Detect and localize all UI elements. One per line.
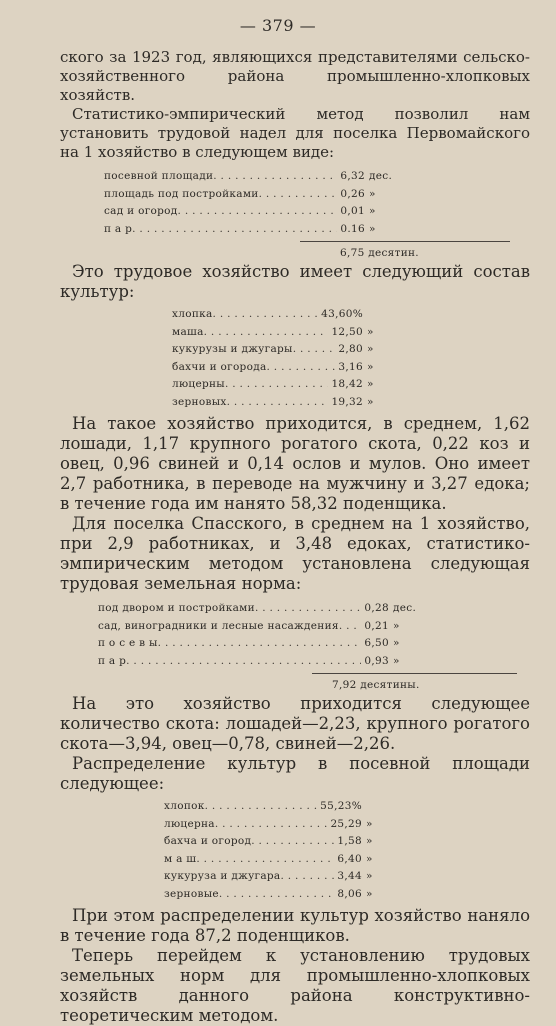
row-unit: » — [393, 637, 400, 649]
table-row — [98, 618, 423, 636]
row-unit: » — [366, 887, 373, 900]
row-value: 3,16 — [338, 360, 363, 373]
row-value: 0,01 — [340, 205, 365, 217]
page-body — [60, 48, 530, 1026]
row-label: зерновые — [164, 887, 219, 900]
row-label: п о с е в ы — [98, 637, 158, 649]
row-label: зерновых — [172, 395, 227, 408]
row-label: хлопка — [172, 308, 213, 320]
table-row — [172, 359, 397, 377]
row-value: 0,93 — [364, 654, 389, 667]
table-total: 6,75 десятин. — [340, 247, 419, 259]
paragraph-8: При этом распределении культур хозяйство наняло в течение года 87,2 поденщиков. — [60, 906, 530, 945]
row-value: 8,06 — [337, 887, 362, 900]
row-label: площадь под постройками — [104, 187, 259, 200]
row-unit: » — [366, 835, 373, 847]
paragraph-4: На такое хозяйство приходится, в среднем, 1,62 лошади, 1,17 крупного рогатого скота, 0,22 коз и овец, 0,96 свиней и 0,14 ослов и мулов. Оно имеет 2,7 работника, в переводе на мужчину и 3,27 едока; в течение года им нанято 58,32 поденщика. — [60, 414, 530, 513]
table-row — [172, 394, 397, 412]
row-unit: » — [367, 395, 374, 408]
crop-distribution-table-spassky — [164, 798, 396, 903]
row-unit: » — [367, 360, 374, 373]
land-allotment-table-pervomaisky — [104, 168, 409, 238]
row-unit: » — [367, 378, 374, 390]
row-value: 2,80 — [338, 343, 363, 355]
row-unit: » — [366, 817, 373, 830]
table-row — [172, 324, 397, 342]
row-unit: » — [393, 654, 400, 667]
row-unit: » — [367, 343, 374, 355]
row-label: кукурузы и джугары — [172, 343, 293, 355]
table-row — [104, 221, 409, 239]
row-unit: дес. — [393, 602, 417, 614]
row-label: хлопок — [164, 800, 205, 812]
row-unit: » — [393, 619, 400, 632]
row-value: 25,29 — [330, 817, 362, 830]
row-label: кукуруза и джугара — [164, 870, 281, 882]
row-unit: » — [366, 870, 373, 882]
row-label: посевной площади — [104, 170, 214, 182]
paragraph-1: ского за 1923 год, являющихся представителями сельско-хозяйственного района промышленно-хлопковых хозяйств. — [60, 48, 530, 104]
row-value: 19,32 — [331, 395, 363, 408]
row-value: 0,28 — [364, 602, 389, 614]
row-value: 1,58 — [337, 835, 362, 847]
table-row — [98, 635, 423, 653]
row-label: люцерна — [164, 817, 215, 830]
row-unit: » — [366, 852, 373, 865]
row-value: 12,50 — [331, 325, 363, 338]
row-label: сад и огород — [104, 205, 178, 217]
table-row — [164, 833, 396, 851]
paragraph-7: Распределение культур в посевной площади следующее: — [60, 754, 530, 793]
table-row — [164, 886, 396, 904]
table-row — [104, 168, 409, 186]
row-value: 6,32 — [340, 170, 365, 182]
table-row — [172, 376, 397, 394]
row-value: 18,42 — [331, 378, 363, 390]
table-row — [172, 306, 397, 324]
row-label: маша — [172, 325, 204, 338]
row-label: п а р — [98, 654, 127, 667]
row-label: бахча и огород — [164, 835, 252, 847]
row-unit: » — [369, 222, 376, 235]
table-row — [164, 868, 396, 886]
paragraph-6: На это хозяйство приходится следующее количество скота: лошадей—2,23, крупного рогатого скота—3,94, овец—0,78, свиней—2,26. — [60, 694, 530, 753]
table-row — [104, 186, 409, 204]
row-unit: дес. — [369, 170, 393, 182]
row-label: люцерны — [172, 378, 225, 390]
land-norm-table-spassky — [98, 600, 423, 670]
row-label: бахчи и огорода — [172, 360, 267, 373]
row-value: 3,44 — [337, 870, 362, 882]
crop-composition-table-pervomaisky — [172, 306, 397, 411]
table-row — [98, 600, 423, 618]
table-row — [164, 851, 396, 869]
row-label: сад, виноградники и лесные насаждения — [98, 619, 339, 632]
row-label: м а ш — [164, 852, 197, 865]
row-label: п а р — [104, 222, 133, 235]
table-row — [164, 798, 396, 816]
row-label: под двором и постройками — [98, 602, 255, 614]
paragraph-5: Для поселка Спасского, в среднем на 1 хозяйство, при 2,9 работниках, и 3,48 едоках, статистико-эмпирическим методом установлена следующая трудовая земельная норма: — [60, 514, 530, 593]
table-row — [98, 653, 423, 671]
paragraph-2: Статистико-эмпирический метод позволил нам установить трудовой надел для поселка Первомайского на 1 хозяйство в следующем виде: — [60, 105, 530, 161]
row-value: 0.16 — [340, 222, 365, 235]
row-unit: » — [369, 187, 376, 200]
row-value: 43,60% — [321, 308, 363, 320]
page-number: — 379 — — [239, 16, 317, 35]
row-value: 0,21 — [364, 619, 389, 632]
sum-divider — [300, 241, 510, 242]
paragraph-9: Теперь перейдем к установлению трудовых земельных норм для промышленно-хлопковых хозяйств данного района конструктивно-теоретическим методом. — [60, 946, 530, 1025]
paragraph-3: Это трудовое хозяйство имеет следующий состав культур: — [60, 262, 530, 301]
row-value: 6,50 — [364, 637, 389, 649]
row-value: 6,40 — [337, 852, 362, 865]
row-value: 55,23% — [320, 800, 362, 812]
table-row — [172, 341, 397, 359]
row-value: 0,26 — [340, 187, 365, 200]
table-row — [104, 203, 409, 221]
table-total: 7,92 десятины. — [332, 679, 420, 691]
row-unit: » — [367, 325, 374, 338]
table-row — [164, 816, 396, 834]
sum-divider — [312, 673, 517, 674]
row-unit: » — [369, 205, 376, 217]
